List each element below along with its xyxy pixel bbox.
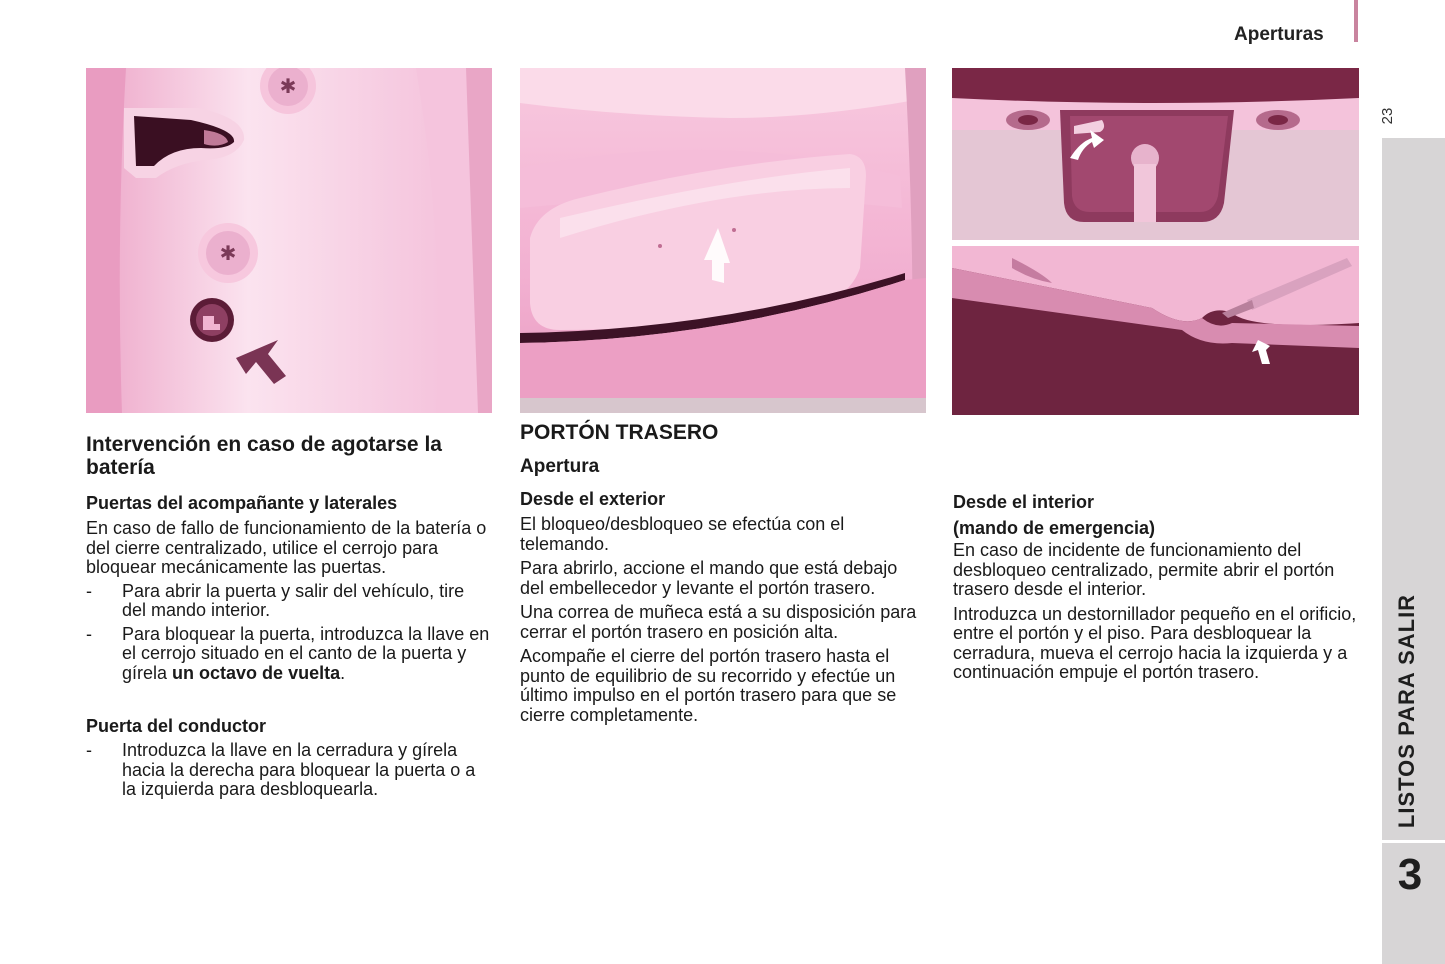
chapter-tab-divider [1382, 840, 1445, 843]
list-item-emphasis: un octavo de vuelta [172, 662, 341, 683]
emergency-paragraph: En caso de incidente de funcionamiento del desbloqueo centralizado, permite abrir el portón trasero desde el interior. [953, 540, 1335, 599]
list-item-text: Para abrir la puerta y salir del vehículo, tire del mando interior. [122, 580, 465, 620]
list-item [86, 741, 492, 800]
running-header-title: Aperturas [1234, 24, 1324, 45]
column-battery-intervention [86, 433, 492, 800]
emergency-control-subheading: (mando de emergencia) [953, 518, 1156, 538]
tailgate-handle-illustration [520, 68, 926, 413]
list-item-end: . [340, 662, 346, 683]
open-paragraph: Para abrirlo, accione el mando que está debajo del embellecedor y levante el portón trasero. [520, 558, 898, 598]
from-inside-subheading: Desde el interior [953, 492, 1095, 512]
chapter-tab-label: LISTOS PARA SALIR [1394, 593, 1419, 829]
door-lock-illustration [86, 68, 492, 413]
list-item-text: Para bloquear la puerta, introduzca la llave en el cerrojo situado en el canto de la puerta y gírela [122, 623, 490, 683]
list-item [86, 625, 492, 684]
list-dash: - [86, 580, 92, 601]
list-dash: - [86, 623, 92, 644]
chapter-tab-label-wrap [1377, 593, 1437, 829]
passenger-doors-subheading: Puertas del acompañante y laterales [86, 493, 398, 513]
header-accent-rule [1354, 0, 1358, 42]
list-item [86, 582, 492, 621]
svg-text:✱: ✱ [279, 74, 297, 98]
list-item-text: Introduzca la llave en la cerradura y gírela hacia la derecha para bloquear la puerta o a la izquierda para desbloquearla. [122, 740, 476, 799]
svg-text:✱: ✱ [219, 241, 237, 265]
chapter-number: 3 [1397, 850, 1423, 899]
battery-intervention-heading: Intervención en caso de agotarse la batería [86, 433, 442, 479]
page-number: 23 [1379, 107, 1396, 125]
driver-door-subheading: Puerta del conductor [86, 716, 267, 736]
screwdriver-paragraph: Introduzca un destornillador pequeño en el orificio, entre el portón y el piso. Para desbloquear la cerradura, mueva el cerrojo hacia la izquierda y a continuación empuje el portón trasero. [953, 603, 1357, 682]
column-tailgate-exterior [520, 421, 926, 725]
closing-paragraph: Acompañe el cierre del portón trasero hasta el punto de equilibrio de su recorrido y efectúe un último impulso en el portón trasero para que se cierre completamente. [520, 646, 897, 725]
tailgate-emergency-release-illustration [952, 68, 1359, 415]
tailgate-title: PORTÓN TRASERO [520, 421, 719, 444]
from-outside-subheading: Desde el exterior [520, 489, 666, 509]
opening-subtitle: Apertura [520, 456, 600, 477]
remote-paragraph: El bloqueo/desbloqueo se efectúa con el telemando. [520, 514, 845, 554]
column-tailgate-interior [953, 491, 1359, 683]
passenger-doors-paragraph: En caso de fallo de funcionamiento de la batería o del cierre centralizado, utilice el cerrojo para bloquear mecánicamente las puertas. [86, 518, 487, 577]
list-dash: - [86, 740, 92, 760]
strap-paragraph: Una correa de muñeca está a su disposición para cerrar el portón trasero en posición alta. [520, 602, 917, 642]
